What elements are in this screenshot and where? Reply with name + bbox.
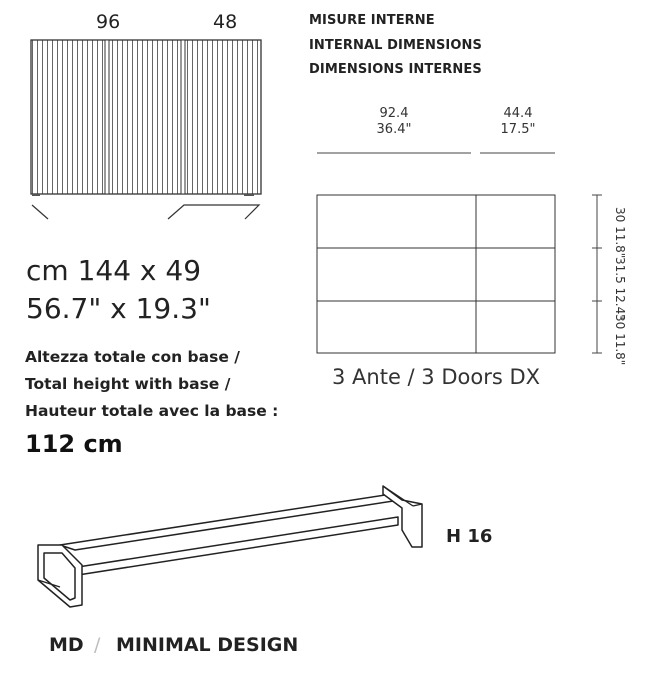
row1-dimension: 30 11.8" — [613, 207, 627, 259]
front-width-left: 96 — [96, 11, 121, 33]
col-left-in: 36.4" — [376, 122, 412, 137]
col-left-dimension — [361, 106, 427, 138]
brand-name: MINIMAL DESIGN — [116, 634, 299, 656]
col-right-cm: 44.4 — [503, 106, 533, 121]
base-plinth-sketch — [38, 486, 422, 607]
row2-dimension: 31.5 12.4" — [613, 257, 627, 320]
col-right-in: 17.5" — [500, 122, 536, 137]
vertical-dimension-line — [592, 195, 602, 353]
base-height-label: H 16 — [446, 526, 493, 547]
height-label-en: Total height with base / — [25, 375, 231, 393]
doors-label: 3 Ante / 3 Doors DX — [332, 365, 541, 389]
base-bottom-rail — [78, 517, 398, 575]
col-left-cm: 92.4 — [379, 106, 409, 121]
door-divider-2 — [181, 40, 185, 194]
height-label-it: Altezza totale con base / — [25, 348, 240, 366]
internal-title-fr: DIMENSIONS INTERNES — [309, 62, 482, 77]
brand-code: MD — [49, 634, 84, 656]
cabinet-body — [31, 40, 261, 194]
cabinet-front-view — [31, 40, 261, 196]
height-label-fr: Hauteur totale avec la base : — [25, 402, 279, 420]
brand-separator: / — [94, 634, 101, 656]
base-top-rail — [60, 495, 400, 550]
size-cm: cm 144 x 49 — [26, 254, 202, 287]
cabinet-foot-left — [32, 194, 40, 196]
internal-title-it: MISURE INTERNE — [309, 13, 435, 28]
internal-title-en: INTERNAL DIMENSIONS — [309, 38, 482, 53]
base-right-frame — [383, 486, 422, 547]
size-inch: 56.7" x 19.3" — [26, 292, 211, 325]
cabinet-foot-right — [244, 194, 254, 196]
cabinet-base-sketch — [32, 205, 259, 219]
door-divider-1 — [105, 40, 109, 194]
col-right-dimension — [485, 106, 551, 138]
front-width-right: 48 — [213, 11, 238, 33]
height-value: 112 cm — [25, 430, 123, 458]
row3-dimension: 30 11.8" — [613, 314, 627, 366]
compartment-grid — [317, 195, 555, 353]
